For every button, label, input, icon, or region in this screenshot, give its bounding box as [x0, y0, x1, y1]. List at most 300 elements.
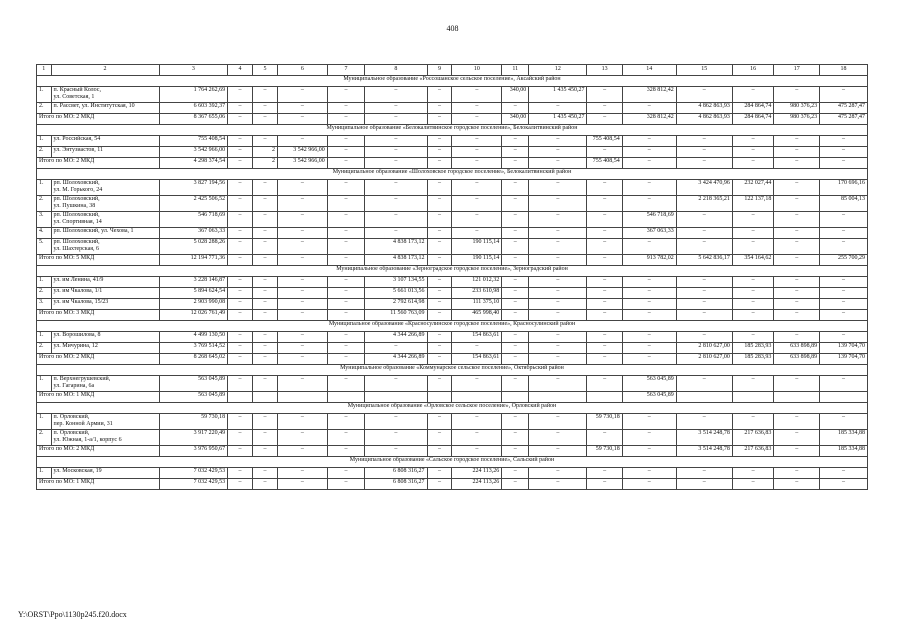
value-cell: –	[820, 299, 868, 310]
subtotal-value-cell: 3 542 966,00	[277, 158, 327, 169]
value-cell: 5 661 013,56	[365, 288, 427, 299]
value-cell: –	[253, 376, 278, 392]
value-cell: –	[427, 277, 452, 288]
value-cell: –	[277, 343, 327, 354]
value-cell: –	[327, 212, 364, 228]
subtotal-row	[37, 310, 868, 321]
subtotal-row	[37, 255, 868, 266]
value-cell: –	[502, 430, 529, 446]
value-cell: –	[529, 180, 587, 196]
subtotal-value-cell: –	[676, 310, 732, 321]
value-cell: –	[502, 299, 529, 310]
value-cell: –	[228, 468, 253, 479]
subtotal-value-cell: –	[529, 446, 587, 457]
building-row	[37, 299, 868, 310]
value-cell: 3 514 248,78	[676, 430, 732, 446]
value-cell: –	[587, 430, 622, 446]
subtotal-value-cell: –	[253, 446, 278, 457]
value-cell: –	[529, 430, 587, 446]
value-cell: –	[327, 468, 364, 479]
value-cell: 5 894 624,54	[159, 288, 228, 299]
column-number: 14	[622, 65, 676, 76]
value-cell: –	[277, 212, 327, 228]
value-cell: –	[253, 196, 278, 212]
subtotal-value-cell: 563 045,89	[159, 392, 228, 403]
value-cell: –	[327, 343, 364, 354]
address-cell: рп. Шолоховский, ул. М. Горького, 24	[51, 180, 159, 196]
subtotal-value-cell: –	[327, 446, 364, 457]
value-cell: 980 376,23	[774, 103, 820, 114]
value-cell: 340,00	[502, 87, 529, 103]
value-cell: –	[774, 376, 820, 392]
value-cell: –	[277, 332, 327, 343]
municipality-title: Муниципальное образование «Зерноградское городское поселение», Зерноградский район	[37, 266, 868, 277]
value-cell: –	[228, 87, 253, 103]
value-cell: –	[529, 376, 587, 392]
subtotal-value-cell: 185 283,93	[732, 354, 774, 365]
subtotal-value-cell: 354 164,62	[732, 255, 774, 266]
value-cell: 475 287,47	[820, 103, 868, 114]
subtotal-value-cell: –	[622, 158, 676, 169]
subtotal-value-cell: –	[774, 446, 820, 457]
value-cell: –	[676, 277, 732, 288]
value-cell: –	[277, 288, 327, 299]
subtotal-value-cell: –	[228, 255, 253, 266]
value-cell: –	[365, 430, 427, 446]
building-row	[37, 103, 868, 114]
value-cell: –	[622, 277, 676, 288]
subtotal-value-cell: 465 998,40	[452, 310, 502, 321]
subtotal-row	[37, 446, 868, 457]
value-cell: –	[327, 277, 364, 288]
value-cell: 2 903 990,08	[159, 299, 228, 310]
value-cell: –	[253, 430, 278, 446]
value-cell: –	[427, 414, 452, 430]
value-cell: –	[228, 376, 253, 392]
value-cell: –	[774, 228, 820, 239]
subtotal-value-cell: –	[587, 114, 622, 125]
value-cell: –	[427, 299, 452, 310]
value-cell: –	[452, 180, 502, 196]
subtotal-value-cell: 224 113,26	[452, 479, 502, 490]
row-number-cell: 4.	[37, 228, 52, 239]
address-cell: ул. им Чкалова, 15/23	[51, 299, 159, 310]
value-cell: –	[277, 414, 327, 430]
value-cell: –	[587, 343, 622, 354]
value-cell: –	[365, 196, 427, 212]
subtotal-value-cell: –	[502, 255, 529, 266]
value-cell: –	[327, 147, 364, 158]
value-cell: –	[587, 277, 622, 288]
value-cell: –	[676, 228, 732, 239]
address-cell: п. Орловский, ул. Южная, 1-а/1, корпус 6	[51, 430, 159, 446]
subtotal-value-cell: –	[529, 158, 587, 169]
value-cell: –	[676, 376, 732, 392]
value-cell: –	[228, 343, 253, 354]
value-cell: 3 769 514,52	[159, 343, 228, 354]
subtotal-value-cell: –	[502, 446, 529, 457]
value-cell: –	[732, 299, 774, 310]
municipality-section-row	[37, 365, 868, 376]
column-number: 5	[253, 65, 278, 76]
value-cell: –	[253, 239, 278, 255]
subtotal-value-cell: 2	[253, 158, 278, 169]
value-cell: –	[228, 430, 253, 446]
building-row	[37, 196, 868, 212]
subtotal-value-cell	[732, 392, 774, 403]
subtotal-value-cell: –	[622, 446, 676, 457]
column-number: 18	[820, 65, 868, 76]
value-cell: –	[253, 343, 278, 354]
building-row	[37, 212, 868, 228]
value-cell: –	[732, 212, 774, 228]
value-cell: –	[732, 147, 774, 158]
subtotal-value-cell: –	[277, 446, 327, 457]
subtotal-value-cell: –	[277, 114, 327, 125]
value-cell: –	[587, 103, 622, 114]
value-cell: –	[676, 414, 732, 430]
subtotal-value-cell: –	[327, 158, 364, 169]
value-cell: –	[587, 239, 622, 255]
subtotal-value-cell: 7 032 429,53	[159, 479, 228, 490]
value-cell: –	[587, 468, 622, 479]
value-cell: 3 542 966,00	[159, 147, 228, 158]
subtotal-value-cell: –	[587, 310, 622, 321]
value-cell: –	[502, 147, 529, 158]
row-number-cell: 5.	[37, 239, 52, 255]
value-cell: 111 375,10	[452, 299, 502, 310]
subtotal-value-cell: –	[253, 114, 278, 125]
value-cell: –	[676, 468, 732, 479]
value-cell: –	[228, 239, 253, 255]
subtotal-label: Итого по МО: 5 МКД	[37, 255, 160, 266]
subtotal-row	[37, 479, 868, 490]
subtotal-value-cell: –	[452, 446, 502, 457]
subtotal-value-cell: –	[327, 255, 364, 266]
value-cell: –	[820, 228, 868, 239]
value-cell: –	[676, 299, 732, 310]
value-cell: –	[327, 332, 364, 343]
row-number-cell: 2.	[37, 103, 52, 114]
value-cell: 633 898,89	[774, 343, 820, 354]
value-cell: –	[253, 414, 278, 430]
value-cell: –	[277, 239, 327, 255]
value-cell: 3 827 194,56	[159, 180, 228, 196]
value-cell: –	[327, 87, 364, 103]
value-cell: –	[732, 376, 774, 392]
value-cell: –	[253, 228, 278, 239]
subtotal-value-cell	[676, 392, 732, 403]
value-cell: –	[529, 332, 587, 343]
value-cell: –	[228, 212, 253, 228]
value-cell: 5 028 288,26	[159, 239, 228, 255]
value-cell: 4 838 173,12	[365, 239, 427, 255]
subtotal-value-cell: 255 700,29	[820, 255, 868, 266]
subtotal-value-cell: 755 408,54	[587, 158, 622, 169]
value-cell: –	[365, 180, 427, 196]
value-cell: –	[253, 136, 278, 147]
value-cell: –	[427, 430, 452, 446]
value-cell: –	[676, 288, 732, 299]
subtotal-value-cell: –	[502, 158, 529, 169]
row-number-cell: 1.	[37, 87, 52, 103]
address-cell: ул. Энтузиастов, 11	[51, 147, 159, 158]
subtotal-label: Итого по МО: 3 МКД	[37, 310, 160, 321]
value-cell: –	[228, 136, 253, 147]
value-cell: –	[529, 147, 587, 158]
value-cell: –	[427, 228, 452, 239]
value-cell: –	[365, 343, 427, 354]
value-cell: –	[676, 212, 732, 228]
subtotal-value-cell	[327, 392, 364, 403]
value-cell: –	[587, 180, 622, 196]
subtotal-value-cell: 340,00	[502, 114, 529, 125]
value-cell: 755 408,54	[159, 136, 228, 147]
value-cell: –	[502, 468, 529, 479]
value-cell: –	[676, 332, 732, 343]
row-number-cell: 2.	[37, 343, 52, 354]
value-cell: 2	[253, 147, 278, 158]
value-cell: –	[253, 87, 278, 103]
value-cell: 6 603 392,37	[159, 103, 228, 114]
value-cell: –	[427, 87, 452, 103]
value-cell: –	[327, 103, 364, 114]
row-number-cell: 1.	[37, 332, 52, 343]
row-number-cell: 2.	[37, 430, 52, 446]
value-cell: 85 004,13	[820, 196, 868, 212]
subtotal-value-cell: 12 194 771,36	[159, 255, 228, 266]
subtotal-value-cell: 3 976 950,67	[159, 446, 228, 457]
value-cell: –	[774, 136, 820, 147]
value-cell: 1 764 262,69	[159, 87, 228, 103]
value-cell: –	[452, 414, 502, 430]
subtotal-value-cell: –	[228, 114, 253, 125]
value-cell: 4 499 130,50	[159, 332, 228, 343]
value-cell: –	[732, 468, 774, 479]
subtotal-value-cell: –	[427, 158, 452, 169]
building-row	[37, 376, 868, 392]
subtotal-value-cell: –	[529, 310, 587, 321]
value-cell: –	[732, 332, 774, 343]
subtotal-value-cell: –	[820, 479, 868, 490]
row-number-cell: 3.	[37, 212, 52, 228]
subtotal-label: Итого по МО: 2 МКД	[37, 446, 160, 457]
value-cell: –	[427, 212, 452, 228]
value-cell: 3 542 966,00	[277, 147, 327, 158]
subtotal-value-cell: –	[774, 158, 820, 169]
municipality-section-row	[37, 321, 868, 332]
value-cell: –	[277, 468, 327, 479]
value-cell: –	[228, 103, 253, 114]
subtotal-value-cell: 1 435 450,27	[529, 114, 587, 125]
value-cell: 284 864,74	[732, 103, 774, 114]
value-cell: 154 863,61	[452, 332, 502, 343]
subtotal-value-cell: –	[253, 310, 278, 321]
subtotal-value-cell: –	[452, 114, 502, 125]
value-cell: –	[427, 288, 452, 299]
municipality-section-row	[37, 76, 868, 87]
value-cell: –	[277, 299, 327, 310]
value-cell: –	[502, 228, 529, 239]
subtotal-value-cell: 475 287,47	[820, 114, 868, 125]
value-cell: –	[327, 414, 364, 430]
subtotal-value-cell: 8 367 655,06	[159, 114, 228, 125]
value-cell: 59 730,18	[587, 414, 622, 430]
column-number: 3	[159, 65, 228, 76]
subtotal-value-cell: 185 334,88	[820, 446, 868, 457]
subtotal-value-cell: 913 782,02	[622, 255, 676, 266]
column-number: 4	[228, 65, 253, 76]
value-cell: 4 862 863,93	[676, 103, 732, 114]
value-cell: –	[529, 196, 587, 212]
subtotal-value-cell: –	[277, 255, 327, 266]
subtotal-value-cell: –	[427, 310, 452, 321]
address-cell: ул. Московская, 19	[51, 468, 159, 479]
subtotal-value-cell	[502, 392, 529, 403]
value-cell: –	[502, 180, 529, 196]
value-cell: 4 344 266,89	[365, 332, 427, 343]
municipality-title: Муниципальное образование «Россошанское сельское поселение», Аксайский район	[37, 76, 868, 87]
value-cell: –	[327, 376, 364, 392]
value-cell: –	[622, 343, 676, 354]
value-cell: –	[820, 239, 868, 255]
column-number: 2	[51, 65, 159, 76]
value-cell: –	[820, 288, 868, 299]
subtotal-value-cell: 217 636,83	[732, 446, 774, 457]
value-cell: –	[676, 87, 732, 103]
value-cell: –	[365, 212, 427, 228]
subtotal-row	[37, 158, 868, 169]
subtotal-value-cell: –	[253, 255, 278, 266]
value-cell: –	[502, 414, 529, 430]
subtotal-row	[37, 354, 868, 365]
municipality-section-row	[37, 457, 868, 468]
value-cell: –	[452, 228, 502, 239]
subtotal-value-cell: –	[427, 479, 452, 490]
subtotal-value-cell	[529, 392, 587, 403]
subtotal-label: Итого по МО: 2 МКД	[37, 158, 160, 169]
value-cell: –	[277, 277, 327, 288]
value-cell: –	[327, 136, 364, 147]
address-cell: рп. Шолоховский, ул. Пушкина, 38	[51, 196, 159, 212]
address-cell: ул. им Ленина, 41/9	[51, 277, 159, 288]
value-cell: –	[253, 180, 278, 196]
value-cell: –	[502, 343, 529, 354]
value-cell: –	[587, 332, 622, 343]
value-cell: 755 408,54	[587, 136, 622, 147]
value-cell: –	[277, 180, 327, 196]
page-number: 408	[446, 24, 459, 33]
subtotal-value-cell: –	[365, 114, 427, 125]
subtotal-value-cell: –	[502, 479, 529, 490]
subtotal-value-cell: 2 810 627,00	[676, 354, 732, 365]
subtotal-value-cell: –	[502, 354, 529, 365]
row-number-cell: 3.	[37, 299, 52, 310]
value-cell: –	[365, 136, 427, 147]
value-cell: –	[587, 228, 622, 239]
subtotal-value-cell: –	[228, 310, 253, 321]
value-cell: –	[529, 288, 587, 299]
value-cell: –	[587, 212, 622, 228]
value-cell: –	[622, 299, 676, 310]
value-cell: –	[529, 212, 587, 228]
column-number: 15	[676, 65, 732, 76]
subtotal-row	[37, 392, 868, 403]
subtotal-value-cell: –	[365, 446, 427, 457]
subtotal-value-cell: –	[587, 255, 622, 266]
municipality-section-row	[37, 125, 868, 136]
building-row	[37, 288, 868, 299]
value-cell: 6 808 316,27	[365, 468, 427, 479]
column-number: 7	[327, 65, 364, 76]
value-cell: –	[327, 299, 364, 310]
value-cell: 367 063,33	[622, 228, 676, 239]
value-cell: –	[427, 180, 452, 196]
value-cell: 232 027,44	[732, 180, 774, 196]
value-cell: –	[820, 277, 868, 288]
value-cell: –	[820, 468, 868, 479]
column-number: 8	[365, 65, 427, 76]
value-cell: –	[732, 228, 774, 239]
subtotal-value-cell: –	[502, 310, 529, 321]
value-cell: –	[529, 299, 587, 310]
row-number-cell: 1.	[37, 180, 52, 196]
subtotal-value-cell: –	[228, 479, 253, 490]
value-cell: –	[774, 332, 820, 343]
value-cell: 224 113,26	[452, 468, 502, 479]
value-cell: –	[228, 180, 253, 196]
subtotal-value-cell: –	[820, 310, 868, 321]
value-cell: –	[529, 343, 587, 354]
row-number-cell: 2.	[37, 147, 52, 158]
address-cell: п. Орловский, пер. Конной Армии, 31	[51, 414, 159, 430]
subtotal-label: Итого по МО: 1 МКД	[37, 392, 160, 403]
row-number-cell: 1.	[37, 376, 52, 392]
value-cell: –	[774, 288, 820, 299]
value-cell: –	[253, 468, 278, 479]
value-cell: –	[622, 288, 676, 299]
building-row	[37, 147, 868, 158]
value-cell: 7 032 429,53	[159, 468, 228, 479]
subtotal-value-cell: –	[622, 479, 676, 490]
municipality-title: Муниципальное образование «Орловское сельское поселение», Орловский район	[37, 403, 868, 414]
value-cell: –	[774, 180, 820, 196]
value-cell: –	[452, 430, 502, 446]
subtotal-value-cell	[774, 392, 820, 403]
subtotal-value-cell: 190 115,14	[452, 255, 502, 266]
value-cell: –	[277, 87, 327, 103]
column-number: 16	[732, 65, 774, 76]
row-number-cell: 2.	[37, 196, 52, 212]
value-cell: 1 435 450,27	[529, 87, 587, 103]
subtotal-value-cell: –	[529, 255, 587, 266]
value-cell: 3 228 146,87	[159, 277, 228, 288]
address-cell: ул. Мичурина, 12	[51, 343, 159, 354]
value-cell: –	[452, 147, 502, 158]
value-cell: 185 283,93	[732, 343, 774, 354]
value-cell: –	[587, 299, 622, 310]
value-cell: –	[587, 147, 622, 158]
value-cell: –	[228, 277, 253, 288]
value-cell: –	[253, 103, 278, 114]
value-cell: –	[820, 212, 868, 228]
value-cell: –	[502, 332, 529, 343]
value-cell: –	[820, 136, 868, 147]
subtotal-value-cell: –	[327, 114, 364, 125]
value-cell: 2 792 614,98	[365, 299, 427, 310]
value-cell: –	[676, 239, 732, 255]
value-cell: –	[774, 414, 820, 430]
